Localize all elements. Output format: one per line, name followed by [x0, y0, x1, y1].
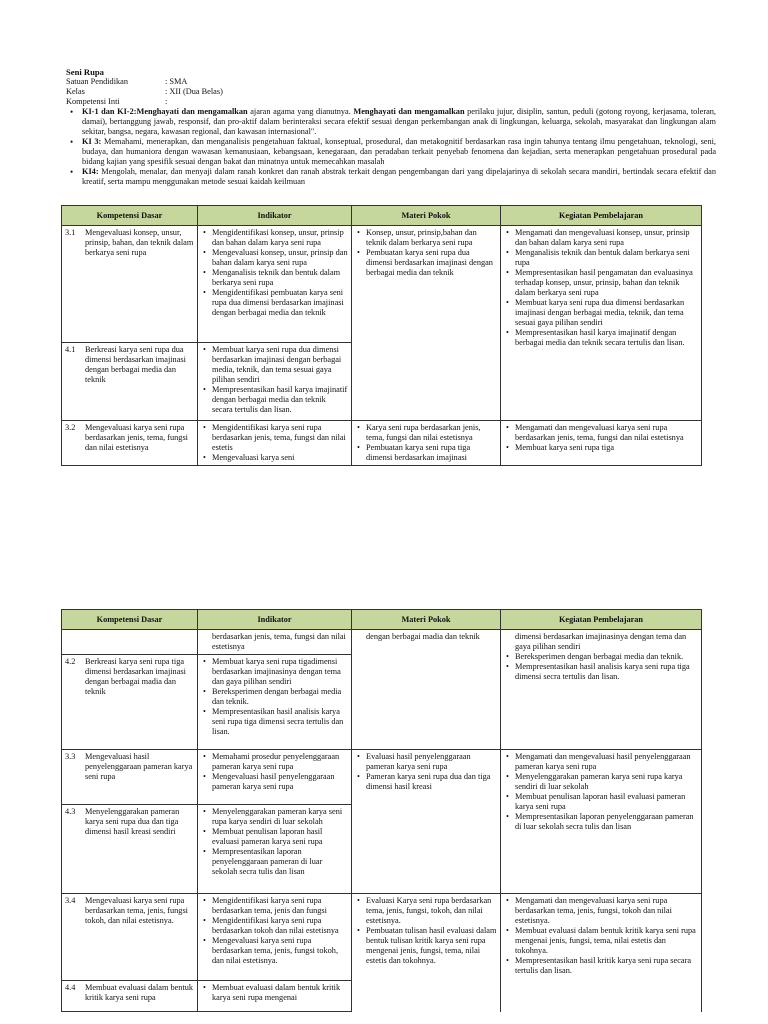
- competency-table-1: [61, 205, 702, 466]
- kegiatan-cell: dimensi berdasarkan imajinasinya dengan tema dan gaya pilihan sendiri • Bereksperimen dengan berbagai media dan teknik. • Mempresentasikan hasil analisis karya seni rupa tiga dimensi secra tertulis dan lisan.: [501, 630, 702, 750]
- table-row: [62, 421, 702, 466]
- table-row: [62, 894, 702, 981]
- col-header: Kompetensi Dasar: [62, 206, 198, 226]
- materi-cell: • Evaluasi Karya seni rupa berdasarkan tema, jenis, fungsi, tokoh, dan nilai estetisnya. • Pembuatan tulisan hasil evaluasi dalam bentuk tulisan kritik karya seni rupa mengenai jenis, fungsi, tema, nilai estetis dan tokohnya.: [352, 894, 501, 1012]
- col-header: Materi Pokok: [352, 610, 501, 630]
- subject-title: Seni Rupa: [66, 67, 104, 77]
- table-row: [62, 750, 702, 805]
- document-header: [66, 67, 716, 187]
- materi-cell: • Evaluasi hasil penyelenggaraan pameran karya seni rupa • Pameran karya seni rupa dua dan tiga dimensi hasil kreasi: [352, 750, 501, 894]
- indikator-cell: berdasarkan jenis, tema, fungsi dan nilai estetisnya: [198, 630, 352, 655]
- col-header: Kegiatan Pembelajaran: [501, 206, 702, 226]
- kd-cell: [62, 630, 198, 655]
- kegiatan-cell: • Mengamati dan mengevaluasi konsep, unsur, prinsip dan bahan dalam karya seni rupa • Menganalisis teknik dan bentuk dalam berkarya seni rupa • Mempresentasikan hasil pengamatan dan evaluasinya terhadap konsep, unsur, prinsip, bahan dan teknik dalam berkarya seni rupa • Membuat karya seni rupa dua dimensi berdasarkan imajinasi dengan berbagai media, teknik, dan tema sesuai gaya pilihan sendiri • Mempresentasikan hasil karya imajinatif dengan berbagai media dan teknik secara tertulis dan lisan.: [501, 226, 702, 421]
- col-header: Kompetensi Dasar: [62, 610, 198, 630]
- meta-row: Satuan Pendidikan : SMA: [66, 77, 188, 86]
- kegiatan-cell: • Mengamati dan mengevaluasi karya seni rupa berdasarkan tema, jenis, fungsi, tokoh dan nilai estetisnya. • Membuat evaluasi dalam bentuk kritik karya seni rupa mengenai jenis, fungsi, tema, nilai estetis dan tokohnya. • Mempresentasikan hasil kritik karya seni rupa secara tertulis dan lisan.: [501, 894, 702, 1012]
- meta-row: Kelas : XII (Dua Belas): [66, 87, 223, 96]
- indikator-cell: • Membuat karya seni rupa dua dimensi berdasarkan imajinasi dengan berbagai media, teknik, dan tema sesuai gaya pilihan sendiri • Mempresentasikan hasil karya imajinatif dengan berbagai media dan teknik secara tertulis dan lisan.: [198, 343, 352, 421]
- ki-item: • KI-1 dan KI-2:Menghayati dan mengamalkan ajaran agama yang dianutnya. Menghayati dan mengamalkan perilaku jujur, disiplin, santun, peduli (gotong royong, kerjasama, toleran, damai), bertanggung jawab, responsif, dan pro-aktif dalam berinteraksi secara efektif sesuai dengan perkembangan anak di lingkungan, keluarga, sekolah, masyarakat dan lingkungan alam sekitar, bangsa, negara, kawasan regional, dan kawasan internasional".: [82, 107, 716, 137]
- kd-cell: 4.2 Berkreasi karya seni rupa tiga dimensi berdasarkan imajinasi dengan berbagai madia dan teknik: [62, 655, 198, 750]
- indikator-cell: • Menyelenggarakan pameran karya seni rupa karya sendiri di luar sekolah • Membuat penulisan laporan hasil evaluasi pameran karya seni rupa • Mempresentasikan laporan penyelenggaraan pameran di luar sekolah secra tulis dan lisan: [198, 805, 352, 894]
- kd-cell: 3.1 Mengevaluasi konsep, unsur, prinsip, bahan, dan teknik dalam berkarya seni rupa: [62, 226, 198, 343]
- kd-cell: 3.3 Mengevaluasi hasil penyelenggaraan pameran karya seni rupa: [62, 750, 198, 805]
- ki-list: [66, 107, 716, 187]
- col-header: Indikator: [198, 610, 352, 630]
- indikator-cell: • Mengidentifikasi karya seni rupa berdasarkan jenis, tema, fungsi dan nilai estetis • Mengevaluasi karya seni: [198, 421, 352, 466]
- ki-item: • KI4: Mengolah, menalar, dan menyaji dalam ranah konkret dan ranah abstrak terkait dengan pengembangan dari yang dipelajarinya di sekolah secara mandiri, bertindak secara efektif dan kreatif, serta mampu menggunakan metode sesuai kaidah keilmuan: [82, 167, 716, 187]
- kegiatan-cell: • Mengamati dan mengevaluasi karya seni rupa berdasarkan jenis, tema, fungsi dan nilai estetisnya • Membuat karya seni rupa tiga: [501, 421, 702, 466]
- col-header: Materi Pokok: [352, 206, 501, 226]
- kegiatan-cell: • Mengamati dan mengevaluasi hasil penyelenggaraan pameran karya seni rupa • Menyelenggarakan pameran karya seni rupa karya sendiri di luar sekolah • Membuat penulisan laporan hasil evaluasi pameran karya seni rupa • Mempresentasikan laporan penyelenggaraan pameran di luar sekolah secra tulis dan lisan: [501, 750, 702, 894]
- meta-row: Kompetensi Inti :: [66, 97, 168, 106]
- indikator-cell: • Membuat evaluasi dalam bentuk kritik karya seni rupa mengenai: [198, 981, 352, 1012]
- kd-cell: 3.4 Mengevaluasi karya seni rupa berdasarkan tema, jenis, fungsi tokoh, dan nilai estetisnya.: [62, 894, 198, 981]
- indikator-cell: • Mengidentifikasi konsep, unsur, prinsip dan bahan dalam karya seni rupa • Mengevaluasi konsep, unsur, prinsip dan bahan dalam karya seni rupa • Menganalisis teknik dan bentuk dalam berkarya seni rupa • Mengidentifikasi pembuatan karya seni rupa dua dimensi berdasarkan imajinasi dengan berbagai media dan teknik: [198, 226, 352, 343]
- ki-item: • KI 3: Memahami, menerapkan, dan menganalisis pengetahuan faktual, konseptual, prosedural, dan metakognitif berdasarkan rasa ingin tahunya tentang ilmu pengetahuan, teknologi, seni, budaya, dan humaniora dengan wawasan kemanusiaan, kebangsaan, kenegaraan, dan peradaban terkait penyebab fenomena dan kejadian, serta menerapkan pengetahuan prosedural pada bidang kajian yang spesifik sesuai dengan bakat dan minatnya untuk memecahkan masalah: [82, 137, 716, 167]
- table-row: [62, 630, 702, 655]
- materi-cell: • Karya seni rupa berdasarkan jenis, tema, fungsi dan nilai estetisnya • Pembuatan karya seni rupa tiga dimensi berdasarkan imajinasi: [352, 421, 501, 466]
- table-row: [62, 226, 702, 343]
- col-header: Indikator: [198, 206, 352, 226]
- kd-cell: 4.1 Berkreasi karya seni rupa dua dimensi berdasarkan imajinasi dengan berbagai media dan teknik: [62, 343, 198, 421]
- indikator-cell: • Memahami prosedur penyelenggaraan pameran karya seni rupa • Mengevaluasi hasil penyelenggaraan pameran karya seni rupa: [198, 750, 352, 805]
- kd-cell: 3.2 Mengevaluasi karya seni rupa berdasarkan jenis, tema, fungsi dan nilai estetisnya: [62, 421, 198, 466]
- materi-cell: dengan berbagai madia dan teknik: [352, 630, 501, 750]
- competency-table-2: [61, 609, 702, 1012]
- kd-cell: 4.3 Menyelenggarakan pameran karya seni rupa dua dan tiga dimensi hasil kreasi sendiri: [62, 805, 198, 894]
- indikator-cell: • Membuat karya seni rupa tigadimensi berdasarkan imajinasinya dengan tema dan gaya pilihan sendiri • Bereksperimen dengan berbagai media dan teknik. • Mempresentasikan hasil analisis karya seni rupa tiga dimensi secra tertulis dan lisan.: [198, 655, 352, 750]
- indikator-cell: • Mengidentifikasi karya seni rupa berdasarkan tema, jenis dan fungsi • Mengidentifikasi karya seni rupa berdasarkan tokoh dan nilai estetisnya • Mengevaluasi karya seni rupa berdasarkan tema, jenis, fungsi tokoh, dan nilai estetisnya.: [198, 894, 352, 981]
- kd-cell: 4.4 Membuat evaluasi dalam bentuk kritik karya seni rupa: [62, 981, 198, 1012]
- materi-cell: • Konsep, unsur, prinsip,bahan dan teknik dalam berkarya seni rupa • Pembuatan karya seni rupa dua dimensi berdasarkan imajinasi dengan berbagai media dan teknik: [352, 226, 501, 421]
- col-header: Kegiatan Pembelajaran: [501, 610, 702, 630]
